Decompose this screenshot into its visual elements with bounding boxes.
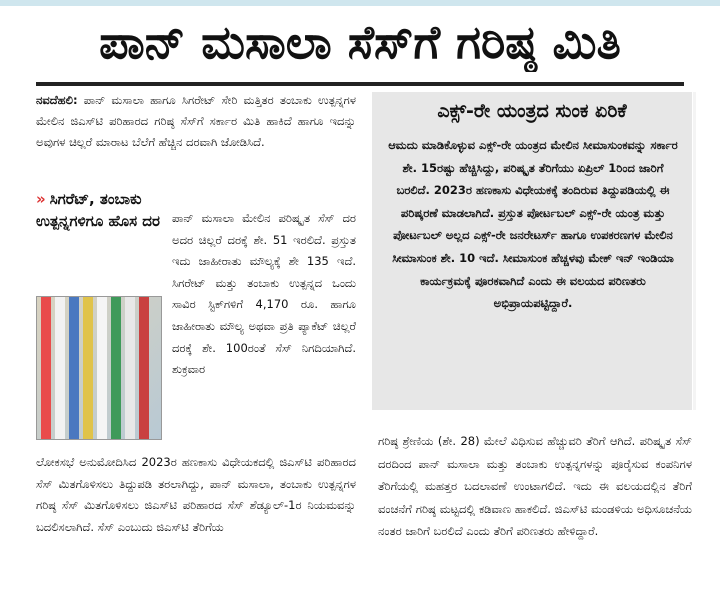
- lead-paragraph: [36, 90, 356, 153]
- cigarette-display-photo: [36, 296, 162, 440]
- article-column: ಪಾನ್ ಮಸಾಲಾ ಮೇಲಿನ ಪರಿಷ್ಕೃತ ಸೆಸ್ ದರ ಅದರ ಚಿಲ್ಲರೆ ದರಕ್ಕೆ ಶೇ. 51 ಇರಲಿದೆ. ಪ್ರಸ್ತುತ ಇದು ಜಾಹೀರಾತು ಮೌಲ್ಯಕ್ಕೆ ಶೇ 135 ಇದೆ. ಸಿಗರೇಟ್ ಮತ್ತು ತಂಬಾಕು ಉತ್ಪನ್ನದ ಒಂದು ಸಾವಿರ ಸ್ಟಿಕ್‌ಗಳಿಗೆ 4,170 ರೂ. ಹಾಗೂ ಜಾಹೀರಾತು ಮೌಲ್ಯ ಅಥವಾ ಪ್ರತಿ ಪ್ಯಾಕೆಟ್ ಚಿಲ್ಲರೆ ದರಕ್ಕೆ ಶೇ. 100ರಂತೆ ಸೆಸ್ ನಿಗದಿಯಾಗಿದೆ. ಶುಕ್ರವಾರ: [172, 211, 356, 377]
- sidebar-heading: [36, 188, 162, 232]
- xray-text: ಆಮದು ಮಾಡಿಕೊಳ್ಳುವ ಎಕ್ಸ್-ರೇ ಯಂತ್ರದ ಮೇಲಿನ ಸೀಮಾಸುಂಕವನ್ನು ಸರ್ಕಾರ ಶೇ. 15ರಷ್ಟು ಹೆಚ್ಚಿಸಿದ್ದು, ಪರಿಷ್ಕೃತ ತೆರಿಗೆಯು ಏಪ್ರಿಲ್ 1ರಿಂದ ಜಾರಿಗೆ ಬರಲಿದೆ. 2023ರ ಹಣಕಾಸು ವಿಧೇಯಕಕ್ಕೆ ತಂದಿರುವ ತಿದ್ದುಪಡಿಯಲ್ಲಿ ಈ ಪರಿಷ್ಕರಣೆ ಮಾಡಲಾಗಿದೆ. ಪ್ರಸ್ತುತ ಪೋರ್ಟಬಲ್ ಎಕ್ಸ್-ರೇ ಯಂತ್ರ ಮತ್ತು ಪೋರ್ಟಬಲ್ ಅಲ್ಲದ ಎಕ್ಸ್-ರೇ ಜನರೇಟರ್ಸ್ ಹಾಗೂ ಉಪಕರಣಗಳ ಮೇಲಿನ ಸೀಮಾಸುಂಕ ಶೇ. 10 ಇದೆ. ಸೀಮಾಸುಂಕ ಹೆಚ್ಚಳವು ಮೇಕ್ ಇನ್ ಇಂಡಿಯಾ ಕಾರ್ಯಕ್ರಮಕ್ಕೆ ಪೂರಕವಾಗಿದೆ ಎಂದು ಈ ವಲಯದ ಪರಿಣತರು ಅಭಿಪ್ರಾಯಪಟ್ಟಿದ್ದಾರೆ.: [388, 138, 678, 311]
- sidebar-heading-text: ಸಿಗರೆಟ್, ತಂಬಾಕು ಉತ್ಪನ್ನಗಳಿಗೂ ಹೊಸ ದರ: [36, 190, 160, 230]
- column-divider: [693, 92, 696, 410]
- chevron-right-icon: »: [36, 190, 46, 208]
- xray-title: ಎಕ್ಸ್-ರೇ ಯಂತ್ರದ ಸುಂಕ ಏರಿಕೆ: [437, 100, 627, 122]
- lead-text: ಪಾನ್ ಮಸಾಲಾ ಹಾಗೂ ಸಿಗರೇಟ್ ಸೇರಿ ಮತ್ತಿತರ ತಂಬಾಕು ಉತ್ಪನ್ನಗಳ ಮೇಲಿನ ಜಿಎಸ್‌ಟಿ ಪರಿಹಾರದ ಗರಿಷ್ಠ ಸೆಸ್‌ಗೆ ಸರ್ಕಾರ ಮಿತಿ ಹಾಕಿದೆ ಹಾಗೂ ಇದನ್ನು ಅವುಗಳ ಚಿಲ್ಲರೆ ಮಾರಾಟ ಬೆಲೆಗೆ ಹೆಚ್ಚಿನ ದರವಾಗಿ ಜೋಡಿಸಿದೆ.: [36, 93, 356, 149]
- article-bottom-left: ಲೋಕಸಭೆ ಅನುಮೋದಿಸಿದ 2023ರ ಹಣಕಾಸು ವಿಧೇಯಕದಲ್ಲಿ ಜಿಎಸ್‌ಟಿ ಪರಿಹಾರದ ಸೆಸ್ ಮಿತಗೊಳಿಸಲು ತಿದ್ದುಪಡಿ ತರಲಾಗಿದ್ದು, ಪಾನ್ ಮಸಾಲಾ, ತಂಬಾಕು ಉತ್ಪನ್ನಗಳ ಗರಿಷ್ಠ ಸೆಸ್ ಮಿತಗೊಳಿಸಲು ಜಿಎಸ್‌ಟಿ ಪರಿಹಾರದ ಸೆಸ್ ಶೆಡ್ಯೂಲ್-1ರ ನಿಯಮವನ್ನು ಬದಲಿಸಲಾಗಿದೆ. ಸೆಸ್ ಎಂಬುದು ಜಿಎಸ್‌ಟಿ ತೆರಿಗೆಯ: [36, 455, 356, 534]
- top-color-bar: [0, 0, 720, 6]
- article-bottom-right: ಗರಿಷ್ಠ ಶ್ರೇಣಿಯ (ಶೇ. 28) ಮೇಲೆ ವಿಧಿಸುವ ಹೆಚ್ಚುವರಿ ತೆರಿಗೆ ಆಗಿದೆ. ಪರಿಷ್ಕೃತ ಸೆಸ್ ದರದಿಂದ ಪಾನ್ ಮಸಾಲಾ ಮತ್ತು ತಂಬಾಕು ಉತ್ಪನ್ನಗಳನ್ನು ಪೂರೈಸುವ ಕಂಪನಿಗಳ ತೆರಿಗೆಯಲ್ಲಿ ಮಹತ್ತರ ಬದಲಾವಣೆ ಉಂಟಾಗಲಿದೆ. ಇದು ಈ ವಲಯದಲ್ಲಿನ ತೆರಿಗೆ ವಂಚನೆಗೆ ಗರಿಷ್ಠ ಮಟ್ಟದಲ್ಲಿ ಕಡಿವಾಣ ಹಾಕಲಿದೆ. ಜಿಎಸ್‌ಟಿ ಮಂಡಳಿಯ ಅಧಿಸೂಚನೆಯ ನಂತರ ಜಾರಿಗೆ ಬರಲಿದೆ ಎಂದು ತೆರಿಗೆ ಪರಿಣತರು ಹೇಳಿದ್ದಾರೆ.: [378, 434, 692, 538]
- dateline: ನವದೆಹಲಿ:: [36, 93, 78, 107]
- xray-sidebar-box: [372, 92, 692, 410]
- headline-rule: [36, 82, 684, 86]
- headline: ಪಾನ್ ಮಸಾಲಾ ಸೆಸ್‌ಗೆ ಗರಿಷ್ಠ ಮಿತಿ: [99, 15, 621, 69]
- sidebar-box: [36, 188, 162, 232]
